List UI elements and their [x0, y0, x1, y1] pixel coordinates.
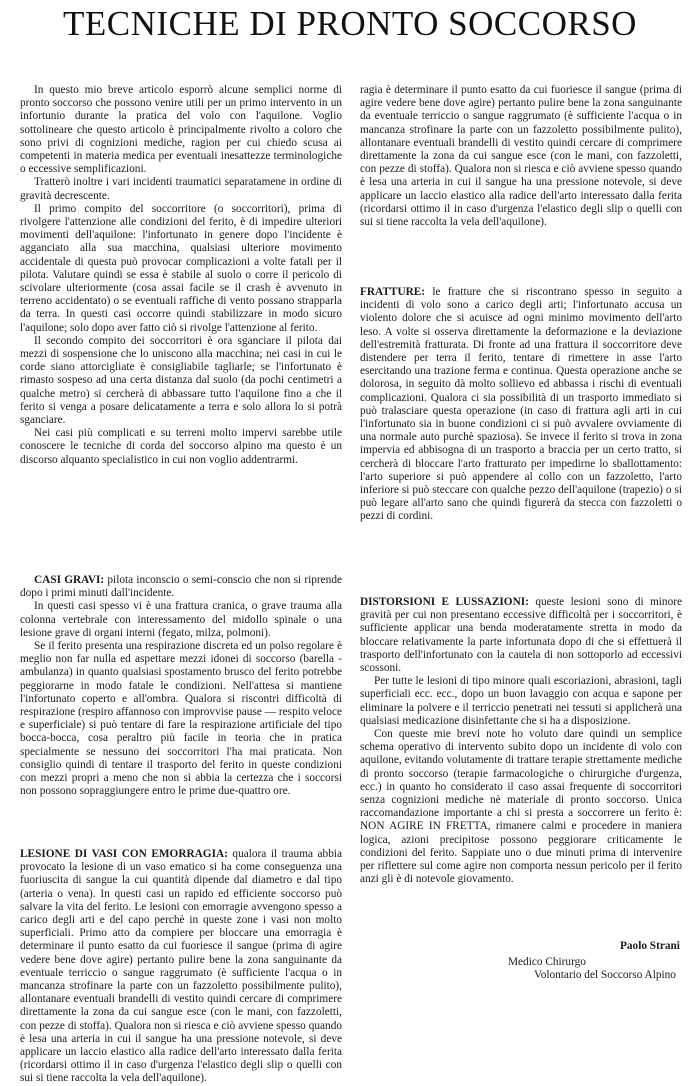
- intro-section: [20, 84, 342, 467]
- distorsioni-paragraph: Per tutte le lesioni di tipo minore quali escoriazioni, abrasioni, tagli superficiali ecc. ecc., dopo un buon lavaggio con acqua e sapone per eliminare la polvere e il terriccio penetrati nei tessuti si applicherà una qualsiasi medicazione disinfettante che si ha a disposizione.: [360, 675, 682, 727]
- fratture-paragraph: [360, 286, 682, 524]
- section-lead-text: qualora il trauma abbia provocato la lesione di un vaso ematico si ha come conseguenza una fuoriuscita di sangue la cui quantità dipende dal diametro e dal tipo (arteria o vena). In questi casi un rapido ed efficiente soccorso può salvare la vita del ferito. Le lesioni con emorragie avvengono spesso a carico degli arti e del capo perchè in queste zone i vasi non molto superficiali. Primo atto da compiere per bloccare una emorragia è determinare il punto esatto da cui fuoriesce il sangue (prima di agire vedere bene dove agire) pertanto pulire bene la zona sanguinante da eventuale terriccio o sangue raggrumato (è sufficiente l'acqua o in mancanza strofinare la parte con un fazzoletto possibilmente pulito), allontanare eventuali brandelli di vestito quindi cercare di comprimere direttamente la zona da cui sangue esce (con le mani, con fazzoletti, con pezze di stoffa). Qualora non si riesca e ciò avviene spesso quando è lesa una arteria in cui il sangue ha una pressione notevole, si deve applicare un laccio elastico alla radice dell'arto interessato dalla ferita (ricordarsi ottimo il in caso d'urgenza l'elastico degli slip o quelli con sui si tiene raccolta la vela dell'aquilone).: [20, 848, 342, 1085]
- distorsioni-paragraph: Con queste mie brevi note ho voluto dare quindi un semplice schema operativo di intervento subito dopo un incidente di volo con aquilone, evitando volutamente di trattare terapie strettamente mediche di pronto soccorso (terapie farmacologiche o chirurgiche d'urgenza, ecc.) in quanto ho considerato il caso assai frequente di soccorritori senza cognizioni mediche nè materiale di pronto soccorso. Unica raccomandazione importante a chi si presta a soccorrere un ferito è: NON AGIRE IN FRETTA, rimanere calmi e procedere in maniera logica, azioni precipitose possono peggiorare criticamente le condizioni del ferito. Sappiate uno o due minuti prima di intervenire per riflettere sul come agire non comporta nessun pericolo per il ferito anzi gli è di notevole giovamento.: [360, 728, 682, 886]
- author-name: Paolo Strani: [620, 940, 680, 952]
- intro-paragraph: Tratterò inoltre i vari incidenti traumatici separatamene in ordine di gravità decrescente.: [20, 176, 342, 202]
- section-heading: LESIONE DI VASI CON EMORRAGIA:: [20, 848, 228, 860]
- lesione-section-part1: [20, 848, 342, 1085]
- casi-gravi-section: [20, 574, 342, 798]
- intro-paragraph: Nei casi più complicati e su terreni molto impervi sarebbe utile conoscere le tecniche di corda del soccorso alpino ma questo è un discorso alquanto specialistico in cui non voglio addentrarmi.: [20, 427, 342, 466]
- section-lead-text: le fratture che si riscontrano spesso in seguito a incidenti di volo sono a carico degli arti; l'infortunato accusa un violento dolore che si acuisce ad ogni minimo movimento dell'arto leso. A volte si osserva direttamente la deformazione e la deviazione dell'estremità fratturata. Di fronte ad una frattura il soccorritore deve distendere per terra il ferito, tentare di rimettere in asse l'arto esercitando una trazione ferma e continua. Questa operazione anche se dolorosa, in seguito dà molto sollievo ed abbassa i rischi di eventuali complicazioni. Qualora ci sia possibilità di un trasporto immediato si può tralasciare questa operazione (in caso di frattura agli arti in cui l'infortunato sia in buone condizioni ci si può avvalere ovviamente di una normale auto purchè spaziosa). Se invece il ferito si trova in zona impervia ed abbisogna di un trasporto a braccia per un certo tratto, si cercherà di bloccare l'arto fratturato per impedirne lo sballottamento: l'arto superiore si può appendere al collo con un fazzoletto, l'arto inferiore si può steccare con qualche pezzo dell'aquilone (trapezio) o si può legare all'arto sano che quindi figurerà da stecca con fazzoletti o pezzi di cordini.: [360, 286, 682, 523]
- section-lead-text: queste lesioni sono di minore gravità per cui non presentano eccessive difficoltà per i soccorritori, è sufficiente applicar una benda moderatamente stretta in modo da bloccare relativamente la parte infortunata dopo di che si effettuerà il trasporto dell'infortunato con la cautela di non sottoporlo ad eccessivi scossoni.: [360, 596, 682, 675]
- author-affiliation: Volontario del Soccorso Alpino: [534, 969, 676, 981]
- article-title: TECNICHE DI PRONTO SOCCORSO: [63, 4, 637, 43]
- section-lead-text: pilota inconscio o semi-conscio che non si riprende dopo i primi minuti dall'incidente.: [20, 574, 342, 600]
- section-heading: DISTORSIONI E LUSSAZIONI:: [360, 596, 529, 608]
- intro-paragraph: In questo mio breve articolo esporrò alcune semplici norme di pronto soccorso che possono venire utili per un primo intervento in un infortunio durante la pratica del volo con l'aquilone. Voglio sottolineare che questo articolo è principalmente rivolto a coloro che sono privi di cognizioni mediche, ragion per cui chiedo scusa ai competenti in materia medica per eventuali inesattezze terminologiche o eccessive semplificazioni.: [20, 84, 342, 176]
- casi-gravi-paragraph: In questi casi spesso vi è una frattura cranica, o grave trauma alla colonna vertebrale con interessamento del midollo spinale o una lesione grave di organi interni (fegato, milza, polmoni).: [20, 600, 342, 639]
- section-heading: FRATTURE:: [360, 286, 426, 298]
- section-heading: CASI GRAVI:: [34, 574, 105, 586]
- intro-paragraph: Il secondo compito dei soccorritori è ora sganciare il pilota dai mezzi di sospensione che lo uniscono alla macchina; nei casi in cui le corde siano attorcigliate è consigliabile tagliarle; se l'infortunato è rimasto sospeso ad una certa distanza dal suolo (da pochi centimetri a qualche metro) si cercherà di abbassare tutto l'aquilone fino a che il ferito si venga a posare delicatamente a terra e solo allora lo si potrà sganciare.: [20, 334, 342, 427]
- fratture-section: [360, 286, 682, 524]
- casi-gravi-paragraph: Se il ferito presenta una respirazione discreta ed un polso regolare è meglio non far nulla ed aspettare mezzi idonei di soccorso (barella - ambulanza) in quanto qualsiasi spostamento brusco del ferito potrebbe peggiorarne in modo fatale le condizioni. Nell'attesa si mantiene l'infortunato coperto e all'ombra. Qualora si riscontri difficoltà di respirazione (respiro affannoso con improvvise pause — respito veloce e superficiale) si può tentare di fare la respirazione artificiale del tipo bocca-bocca, cosa peraltro più facile in teoria che in pratica specialmente se nessuno dei soccorritori l'ha mai praticata. Non consiglio quindi di tentare il trasporto del ferito in queste condizioni con mezzi propri a meno che non si abbia la certezza che i soccorsi non possono sopraggiungere entro le prime due-quattro ore.: [20, 640, 342, 798]
- distorsioni-section: [360, 596, 682, 886]
- lesione-continuation: ragia è determinare il punto esatto da cui fuoriesce il sangue (prima di agire vedere bene dove agire) pertanto pulire bene la zona sanguinante da eventuale terriccio o sangue raggrumato (è sufficiente l'acqua o in mancanza strofinare la parte con un fazzoletto possibilmente pulito), allontanare eventuali brandelli di vestito quindi cercare di comprimere direttamente la zona da cui sangue esce (con le mani, con fazzoletti, con pezze di stoffa). Qualora non si riesca e ciò avviene spesso quando è lesa una arteria in cui il sangue ha una pressione notevole, si deve applicare un laccio elastico alla radice dell'arto interessato dalla ferita (ricordarsi ottimo il in caso d'urgenza l'elastico degli slip o quelli con sui si tiene raccolta la vela dell'aquilone).: [360, 84, 682, 229]
- casi-gravi-lead-paragraph: [20, 574, 342, 600]
- distorsioni-lead-paragraph: [360, 596, 682, 675]
- author-role: Medico Chirurgo: [508, 956, 586, 968]
- lesione-section-part2: [360, 84, 682, 229]
- lesione-paragraph: [20, 848, 342, 1086]
- intro-paragraph: Il primo compito del soccorritore (o soccorritori), prima di rivolgere l'attenzione alle condizioni del ferito, è di impedire ulteriori movimenti dell'aquilone: l'infortunato in genere dopo l'incidente è agganciato alla sua macchina, qualsiasi ulteriore movimento accidentale di questa può provocar complicazioni a volte fatali per il pilota. Valutare quindi se essa è stabile al suolo o corre il pericolo di scivolare ulteriormente (cosa assai facile se il crash è avvenuto in terreno accidentato) o se eventuali raffiche di vento possano strapparla da terra. In questi casi occorre quindi stabilizzare in modo sicuro l'aquilone; solo dopo aver fatto ciò si rivolge l'attenzione al ferito.: [20, 202, 342, 334]
